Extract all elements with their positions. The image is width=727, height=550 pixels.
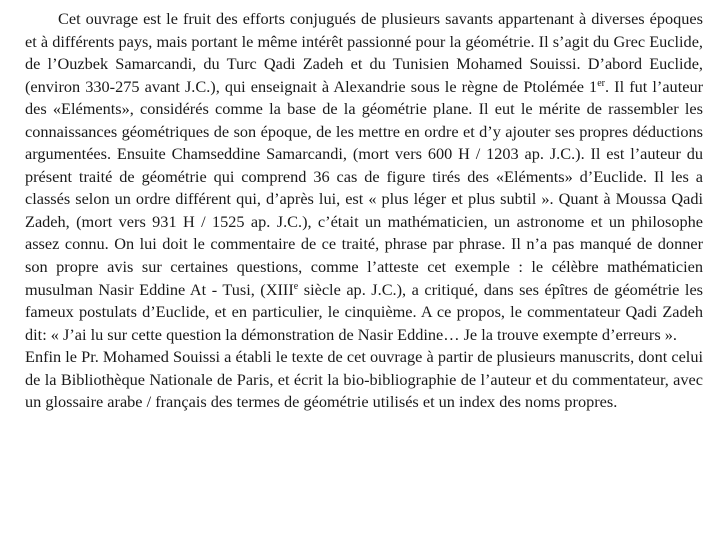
paragraph-intro xyxy=(25,8,703,346)
paragraph-conclusion xyxy=(25,346,703,414)
superscript-century: e xyxy=(293,280,299,292)
paragraph-text: Cet ouvrage est le fruit des efforts conjugués de plusieurs savants appartenant à diverses époques et à différents pays, mais portant le même intérêt passionné pour la géométrie. Il s’agit du Grec Euclide, de l’Ouzbek Samarcandi, du Turc Qadi Zadeh et du Tunisien Mohamed Souissi. D’abord Euclide, (environ 330-275 avant J.C.), qui enseignait à Alexandrie sous le règne de Ptolémée 1 xyxy=(25,9,703,96)
superscript-ordinal: er xyxy=(597,77,605,89)
paragraph-text: siècle ap. J.C.), a critiqué, dans ses épîtres de géométrie les fameux postulats d’Euclide, et en particulier, le cinquième. A ce propos, le commentateur Qadi Zadeh dit: « J’ai lu sur cette question la démonstration de Nasir Eddine… Je la trouve exempte d’erreurs ». xyxy=(25,279,704,344)
paragraph-text: Enfin le Pr. Mohamed Souissi a établi le texte de cet ouvrage à partir de plusieurs manuscrits, dont celui de la Bibliothèque Nationale de Paris, et écrit la bio-bibliographie de l’auteur et du commentateur, avec un glossaire arabe / français des termes de géométrie utilisés et un index des noms propres. xyxy=(25,347,703,412)
paragraph-text: . Il fut l’auteur des «Eléments», considérés comme la base de la géométrie plane. Il eut le mérite de rassembler les connaissances géométriques de son époque, de les mettre en ordre et d’y ajouter ses propres déductions argumentées. Ensuite Chamseddine Samarcandi, (mort vers 600 H / 1203 ap. J.C.). Il est l’auteur du présent traité de géométrie qui comprend 36 cas de figure tirés des «Eléments» d’Euclide. Il les a classés selon un ordre différent qui, d’après lui, est « plus léger et plus subtil ». Quant à Moussa Qadi Zadeh, (mort vers 931 H / 1525 ap. J.C.), c’était un mathématicien, un astronome et un philosophe assez connu. On lui doit le commentaire de ce traité, phrase par phrase. Il n’a pas manqué de donner son propre avis sur certaines questions, comme l’atteste cet exemple : le célèbre mathématicien musulman Nasir Eddine At - Tusi, (XIII xyxy=(25,76,704,299)
